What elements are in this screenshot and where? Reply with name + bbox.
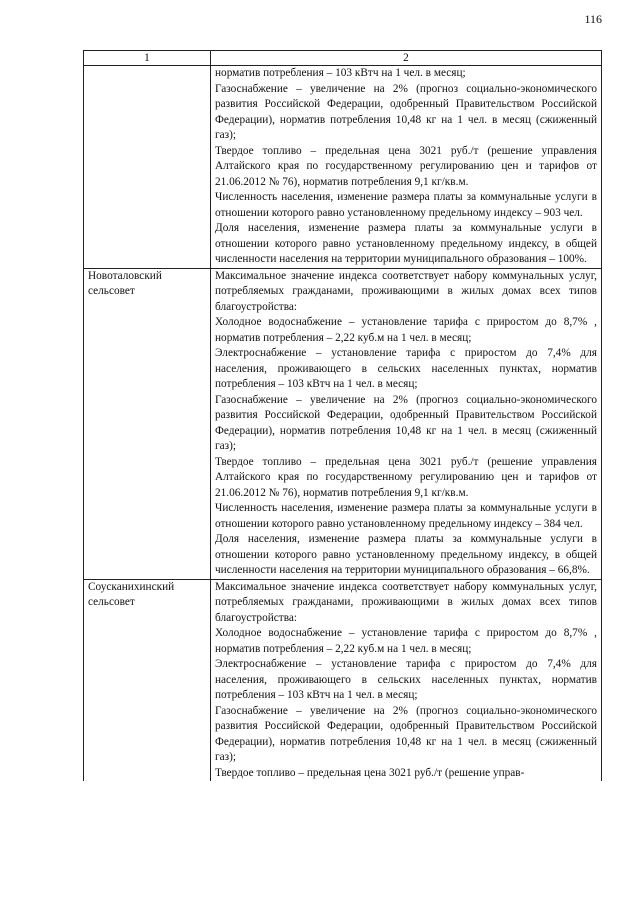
paragraph-gas: Газоснабжение – увеличение на 2% (прогноз социально-экономического развития Российской Федерации, одобренный Правительством Российской Федерации), норматив потребления 10,48 кг на 1 чел. в месяц (сжиженный газ); <box>215 704 597 763</box>
paragraph-cold-water: Холодное водоснабжение – установление тарифа с приростом до 8,7% , норматив потребления – 2,22 куб.м на 1 чел. в месяц; <box>215 627 597 655</box>
table-row-souskanikhinsky <box>84 579 602 781</box>
column-header-1: 1 <box>84 51 211 66</box>
paragraph-population-share: Доля населения, изменение размера платы за коммунальные услуги в отношении которого равно установленному предельному индексу, в общей численности населения на территории муниципального образования – 66,8%. <box>215 533 597 576</box>
municipality-name <box>84 66 211 269</box>
paragraph-solid-fuel: Твердое топливо – предельная цена 3021 руб./т (решение управления Алтайского края по государственному регулированию цен и тарифов от 21.06.2012 № 76), норматив потребления 9,1 кг/кв.м. <box>215 144 597 188</box>
table-row-continued <box>84 66 602 269</box>
paragraph-electricity: Электроснабжение – установление тарифа с приростом до 7,4% для населения, проживающего в сельских населенных пунктах, норматив потребления – 103 кВтч на 1 чел. в месяц; <box>215 658 597 701</box>
paragraph-population-share: Доля населения, изменение размера платы за коммунальные услуги в отношении которого равно установленному предельному индексу, в общей численности населения на территории муниципального образования – 100%. <box>215 222 597 265</box>
paragraph-population-count: Численность населения, изменение размера платы за коммунальные услуги в отношении которого равно установленному предельному индексу – 384 чел. <box>215 502 597 530</box>
page-number: 116 <box>584 12 602 26</box>
column-header-2: 2 <box>211 51 602 66</box>
paragraph-solid-fuel: Твердое топливо – предельная цена 3021 руб./т (решение управления Алтайского края по государственному регулированию цен и тарифов от 21.06.2012 № 76), норматив потребления 9,1 кг/кв.м. <box>215 455 597 499</box>
paragraph-electricity-norm: норматив потребления – 103 кВтч на 1 чел. в месяц; <box>215 67 466 79</box>
table-row-novotalovsky <box>84 268 602 579</box>
paragraph-solid-fuel: Твердое топливо – предельная цена 3021 руб./т (решение управ- <box>215 766 525 779</box>
indices-table <box>83 50 602 781</box>
paragraph-gas: Газоснабжение – увеличение на 2% (прогноз социально-экономического развития Российской Федерации, одобренный Правительством Российской Федерации), норматив потребления 10,48 кг на 1 чел. в месяц (сжиженный газ); <box>215 82 597 141</box>
table-header-row <box>84 51 602 66</box>
indicator-description <box>211 268 602 579</box>
paragraph-max-index: Максимальное значение индекса соответствует набору коммунальных услуг, потребляемых гражданами, проживающими в жилых домах всех типов благоустройства: <box>215 580 597 624</box>
paragraph-max-index: Максимальное значение индекса соответствует набору коммунальных услуг, потребляемых гражданами, проживающими в жилых домах всех типов благоустройства: <box>215 269 597 313</box>
municipality-name: Новоталовский сельсовет <box>84 268 211 579</box>
indicator-description <box>211 579 602 781</box>
municipality-name: Соусканихинский сельсовет <box>84 579 211 781</box>
indicator-description <box>211 66 602 269</box>
paragraph-gas: Газоснабжение – увеличение на 2% (прогноз социально-экономического развития Российской Федерации, одобренный Правительством Российской Федерации), норматив потребления 10,48 кг на 1 чел. в месяц (сжиженный газ); <box>215 393 597 452</box>
paragraph-cold-water: Холодное водоснабжение – установление тарифа с приростом до 8,7% , норматив потребления – 2,22 куб.м на 1 чел. в месяц; <box>215 316 597 344</box>
paragraph-electricity: Электроснабжение – установление тарифа с приростом до 7,4% для населения, проживающего в сельских населенных пунктах, норматив потребления – 103 кВтч на 1 чел. в месяц; <box>215 347 597 390</box>
paragraph-population-count: Численность населения, изменение размера платы за коммунальные услуги в отношении которого равно установленному предельному индексу – 903 чел. <box>215 191 597 219</box>
